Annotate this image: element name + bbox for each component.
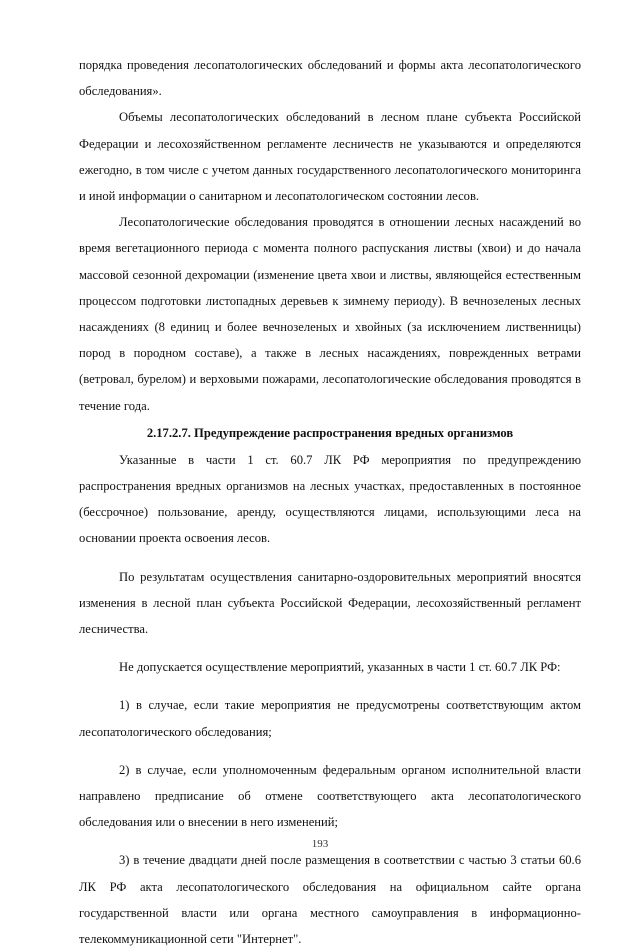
page-number: 193 [311, 838, 329, 850]
list-item-3: 3) в течение двадцати дней после размещения в соответствии с частью 3 статьи 60.6 ЛК РФ акта лесопатологического обследования на официальном сайте органа государственной власти или органа местного самоуправления в информационно-телекоммуникационной сети "Интернет". [79, 853, 581, 947]
paragraph-survey-volumes: Объемы лесопатологических обследований в лесном плане субъекта Российской Федерации и лесохозяйственном регламенте лесничеств не указываются и определяются ежегодно, в том числе с учетом данных государственного лесопатологического мониторинга и иной информации о санитарном и лесопатологическом состоянии лесов. [79, 110, 581, 204]
list-item-1: 1) в случае, если такие мероприятия не предусмотрены соответствующим актом лесопатологического обследования; [79, 698, 581, 739]
paragraph-not-allowed: Не допускается осуществление мероприятий, указанных в части 1 ст. 60.7 ЛК РФ: [119, 660, 561, 675]
list-item-2: 2) в случае, если уполномоченным федеральным органом исполнительной власти направлено предписание об отмене соответствующего акта лесопатологического обследования или о внесении в него изменений; [79, 762, 581, 830]
paragraph-prevention-measures: Указанные в части 1 ст. 60.7 ЛК РФ мероприятия по предупреждению распространения вредных организмов на лесных участках, предоставленных в постоянное (бессрочное) пользование, аренду, осуществляются лицами, использующими леса на основании проекта освоения лесов. [79, 452, 581, 546]
document-page [79, 52, 581, 952]
paragraph-continuation: порядка проведения лесопатологических обследований и формы акта лесопатологического обследования». [79, 58, 581, 99]
paragraph-plan-changes: По результатам осуществления санитарно-оздоровительных мероприятий вносятся изменения в лесной план субъекта Российской Федерации, лесохозяйственный регламент лесничества. [79, 569, 581, 637]
paragraph-survey-timing: Лесопатологические обследования проводятся в отношении лесных насаждений во время вегетационного периода с момента полного распускания листвы (хвои) и до начала массовой сезонной дехромации (изменение цвета хвои и листвы, являющейся естественным процессом подготовки листопадных деревьев к зимнему периоду). В вечнозеленых лесных насаждениях (8 единиц и более вечнозеленых и хвойных (за исключением лиственницы) пород в породном составе), а также в лесных насаждениях, поврежденных ветрами (ветровал, бурелом) и верховыми пожарами, лесопатологические обследования проводятся в течение года. [79, 215, 581, 413]
section-heading: 2.17.2.7. Предупреждение распространения вредных организмов [146, 425, 514, 440]
